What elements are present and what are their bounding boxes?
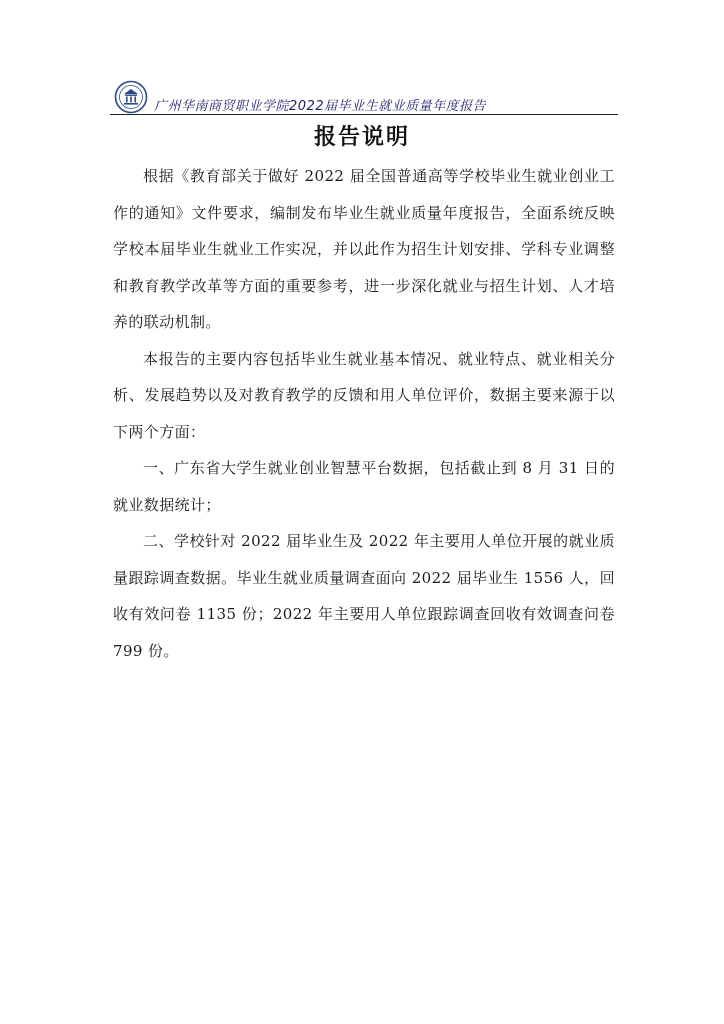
page-header: [110, 80, 618, 116]
paragraph-source-two: 二、学校针对 2022 届毕业生及 2022 年主要用人单位开展的就业质量跟踪调查数据。毕业生就业质量调查面向 2022 届毕业生 1556 人，回收有效问卷 1135 份；2022 年主要用人单位跟踪调查回收有效调查问卷 799 份。: [113, 532, 615, 660]
header-divider: [110, 114, 618, 115]
paragraph-source-one: 一、广东省大学生就业创业智慧平台数据，包括截止到 8 月 31 日的就业数据统计；: [113, 459, 615, 514]
paragraph-contents: 本报告的主要内容包括毕业生就业基本情况、就业特点、就业相关分析、发展趋势以及对教育教学的反馈和用人单位评价，数据主要来源于以下两个方面：: [113, 349, 615, 441]
header-title: 广州华南商贸职业学院2022届毕业生就业质量年度报告: [154, 99, 487, 114]
college-seal-icon: [114, 80, 148, 114]
document-title: 报告说明: [313, 125, 410, 150]
paragraph-purpose: 根据《教育部关于做好 2022 届全国普通高等学校毕业生就业创业工作的通知》文件要求，编制发布毕业生就业质量年度报告，全面系统反映学校本届毕业生就业工作实况，并以此作为招生计划安排、学科专业调整和教育教学改革等方面的重要参考，进一步深化就业与招生计划、人才培养的联动机制。: [113, 167, 615, 331]
document-body: [113, 158, 615, 669]
